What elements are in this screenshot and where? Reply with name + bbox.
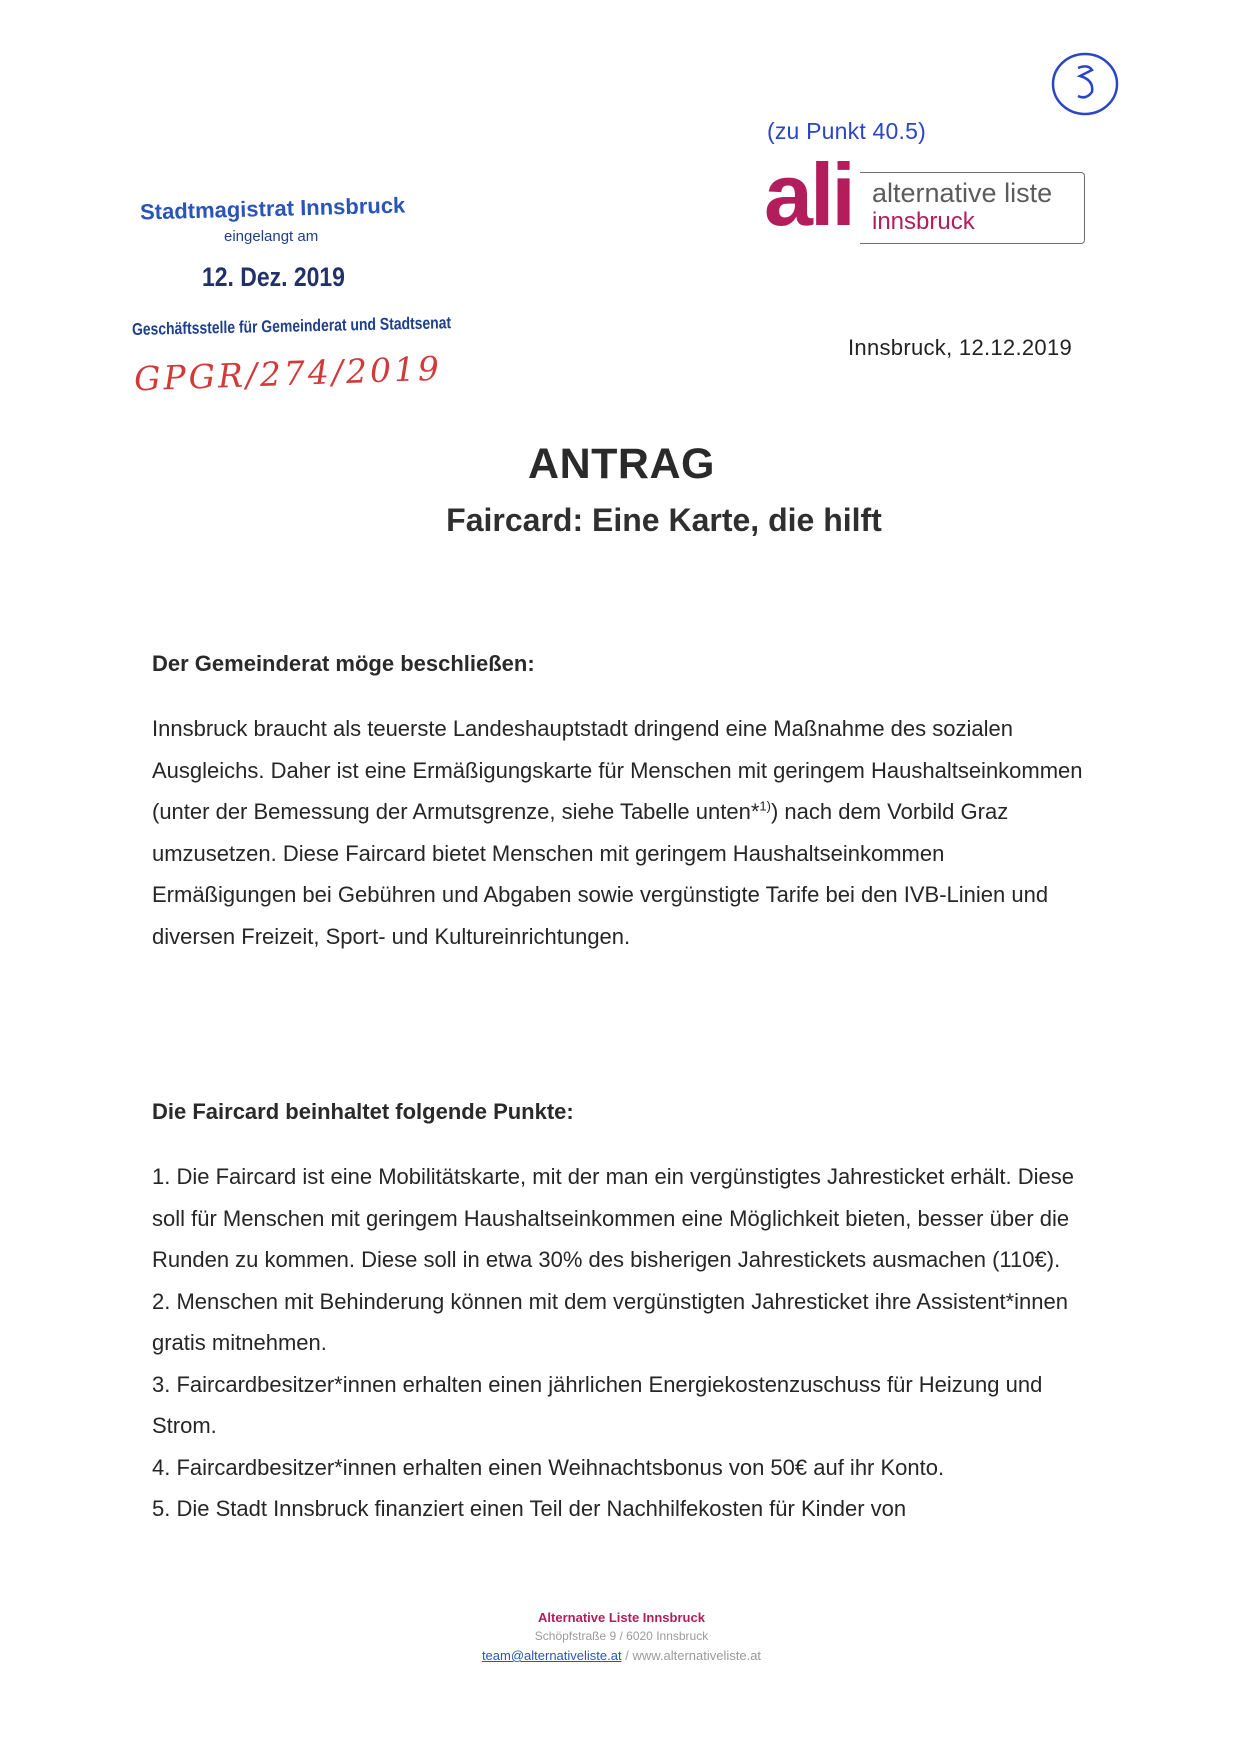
agenda-reference: (zu Punkt 40.5) xyxy=(767,118,926,144)
stamp-date: 12. Dez. 2019 xyxy=(202,262,345,292)
logo-mark: ali xyxy=(764,145,853,244)
stamp-reference-handwritten: GPGR/274/2019 xyxy=(133,348,443,399)
points-heading: Die Faircard beinhaltet folgende Punkte: xyxy=(152,1099,574,1124)
logo-line-1: alternative liste xyxy=(872,178,1053,208)
footer-org: Alternative Liste Innsbruck xyxy=(538,1610,705,1625)
handwritten-circle-mark xyxy=(1048,46,1122,120)
document-title: ANTRAG xyxy=(528,440,715,488)
footer-separator: / xyxy=(621,1648,633,1663)
stamp-received-label: eingelangt am xyxy=(224,228,319,245)
list-item: 2. Menschen mit Behinderung können mit dem vergünstigten Jahresticket ihre Assistent*innen gratis mitnehmen. xyxy=(152,1288,1068,1355)
stamp-office: Stadtmagistrat Innsbruck xyxy=(139,192,406,225)
ali-logo xyxy=(764,145,1094,252)
intro-text-part-1: Innsbruck braucht als teuerste Landeshauptstadt dringend eine Maßnahme des sozialen Ausgleichs. Daher ist eine Ermäßigungskarte für Menschen mit geringem Haushaltseinkommen (unter der Bemessung der Armutsgrenze, siehe Tabelle unten* xyxy=(152,716,1083,824)
list-item: 5. Die Stadt Innsbruck finanziert einen Teil der Nachhilfekosten für Kinder von xyxy=(152,1496,907,1521)
list-item: 3. Faircardbesitzer*innen erhalten einen jährlichen Energiekostenzuschuss für Heizung und Strom. xyxy=(152,1371,1043,1438)
page-footer xyxy=(0,1608,1243,1665)
intro-paragraph xyxy=(152,708,1092,957)
received-stamp xyxy=(120,192,452,399)
footer-contact xyxy=(0,1646,1243,1665)
logo-line-2: innsbruck xyxy=(872,208,975,235)
document-subtitle: Faircard: Eine Karte, die hilft xyxy=(446,502,882,538)
list-item: 4. Faircardbesitzer*innen erhalten einen Weihnachtsbonus von 50€ auf ihr Konto. xyxy=(152,1454,945,1480)
date-line: Innsbruck, 12.12.2019 xyxy=(848,335,1073,360)
points-list xyxy=(152,1156,1092,1530)
stamp-department: Geschäftsstelle für Gemeinderat und Stadtsenat xyxy=(131,313,452,339)
resolution-heading: Der Gemeinderat möge beschließen: xyxy=(152,651,535,676)
footer-web: www.alternativeliste.at xyxy=(632,1648,762,1663)
list-item: 1. Die Faircard ist eine Mobilitätskarte, mit der man ein vergünstigtes Jahresticket erhält. Diese soll für Menschen mit geringem Haushaltseinkommen eine Möglichkeit bieten, besser über die Runden zu kommen. Diese soll in etwa 30% des bisherigen Jahrestickets ausmachen (110€). xyxy=(152,1164,1074,1272)
footer-email-link[interactable]: team@alternativeliste.at xyxy=(481,1648,622,1663)
footer-address: Schöpfstraße 9 / 6020 Innsbruck xyxy=(534,1629,709,1643)
intro-text-part-2: ) nach dem Vorbild Graz umzusetzen. Diese Faircard bietet Menschen mit geringem Haushaltseinkommen Ermäßigungen bei Gebühren und Abgaben sowie vergünstigte Tarife bei den IVB-Linien und diversen Freizeit, Sport- und Kultureinrichtungen. xyxy=(152,799,1049,949)
footnote-marker: 1) xyxy=(759,798,771,814)
